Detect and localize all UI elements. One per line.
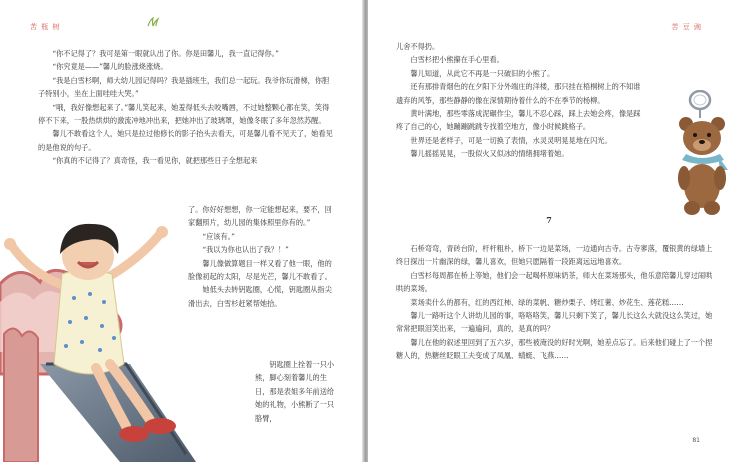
paragraph: 馨儿在他的叙述里回到了五六岁，那些被淹没的好时光啊，她差点忘了。后来他们碰上了一个捏糖人的，热糖丝眨眼工夫变成了凤凰、蜻蜓、飞燕…… <box>396 337 713 361</box>
paragraph: 儿舍不得扔。 <box>396 42 440 51</box>
paragraph: 还有那排青烟色的在夕阳下分外端庄的洋楼，那只挂在梧桐树上的不知谁遗弃的风筝，那些静静的像在深情期待着什么的不在季节的杨柳。 <box>396 82 641 105</box>
paragraph: 白雪杉把小熊攥在手心里看。 <box>410 55 504 65</box>
paragraph: 馨儿摇摇晃晃，一股似火又似冰的情绪拥堵着她。 <box>410 149 569 159</box>
girl-on-slide-illustration <box>0 214 262 462</box>
grass-ornament-icon <box>146 17 160 27</box>
paragraph: “你究竟是——”馨儿的脸涨烧涨烧。 <box>52 62 168 72</box>
right-page <box>368 0 730 462</box>
paragraph: “你不记得了？我可是第一眼就认出了你。你是田馨儿，我一直记得你。” <box>52 49 279 58</box>
paragraph: “哦，我好像想起来了。”馨儿笑起来，她羞得低头去咬嘴唇，不过她整颗心都在笑，笑得停不下来，一股热烘烘的激流冲地冲出来，把她冲出了玻璃罩，她像冬眠了多年忽然苏醒。 <box>38 102 330 126</box>
paragraph: 菜场卖什么的都有，红的西红柿、绿的菜帆、糖炒栗子、烤红薯、炒花生、莲花糕…… <box>410 297 684 307</box>
right-running-header: 苦 豆 豌 <box>671 23 702 31</box>
paragraph: “我是白雪杉啊，师大幼儿园记得吗？我是插班生，我们总一起玩。我爷你玩滑梯，你胆子特别小，坐在上面哇哇大哭。” <box>38 75 330 99</box>
paragraph: 世界还是老样子，可是一切换了表情，水灵灵明晃晃地在闪光。 <box>410 135 612 145</box>
paragraph: 她低头去转钥匙圈，心慌，钥匙圈从指尖滑出去，白雪杉赶紧帮她拾。 <box>188 285 332 308</box>
right-page-text-bottom <box>396 242 714 363</box>
paragraph: 黄叶满地，那些零落成泥碾作尘，馨儿不忍心踩，踩上去她会疼，像是踩疼了自己的心，她蹦蹦跳跳专找着空地方，像小时候跳格子。 <box>396 109 641 132</box>
left-page <box>0 0 364 462</box>
paragraph: 石桥弯弯，青砖台阶，杆杆粗朴，桥下一边是菜场，一边通向古寺。古寺寥落，覆银黄的绿墙上终日探出一片幽深的绿，馨儿喜欢，但她只愿隔着一段距离远远地喜欢。 <box>396 244 713 267</box>
chapter-number: 7 <box>546 215 552 225</box>
page-number: 81 <box>692 437 700 444</box>
paragraph: “应该有。” <box>202 231 235 241</box>
left-page-text-bottom <box>255 358 337 425</box>
paragraph: “你真的不记得了？真奇怪，我一看见你，就把那些日子全想起来 <box>52 156 258 166</box>
paragraph: “我以为你也认出了我？！” <box>202 245 289 255</box>
paragraph: 馨儿不敢看这个人，她只是拉过他修长的影子抬头去看天，可是馨儿看不见天了，她看见的是他说的句子。 <box>38 129 333 152</box>
paragraph: 馨儿一路听这个人讲幼儿园的事，咯咯咯笑，馨儿只剩下笑了，馨儿长这么大就没这么笑过，她常常把眼泪笑出来，一遍遍问，真的，是真的吗？ <box>396 311 713 334</box>
left-running-header: 苦 瓶 树 <box>30 23 61 31</box>
paragraph: 馨儿像做算题目一样又看了他一眼，他的脸像初起的太阳，尽是光芒，馨儿不敢看了。 <box>188 258 332 282</box>
paragraph: 钥匙圈上拴着一只小熊，脚心刻着馨儿的生日，那是表姐多年前送给她的礼物，小熊断了一只胳臂， <box>255 360 335 423</box>
paragraph: 白雪杉每周都在桥上等她，他们会一起喝杯原味奶茶，师大在菜场那头，他乐意陪馨儿穿过闹哄哄的菜场。 <box>396 270 713 294</box>
right-page-text-top <box>396 40 646 161</box>
teddy-bear-keychain-icon <box>674 90 730 220</box>
paragraph: 馨儿知道，从此它不再是一只破旧的小熊了。 <box>410 68 555 78</box>
left-page-text-top <box>38 47 334 168</box>
paragraph: 了。你好好想想，你一定能想起来，要不，回家翻照片，幼儿园的集体照里你有的。” <box>188 205 332 228</box>
